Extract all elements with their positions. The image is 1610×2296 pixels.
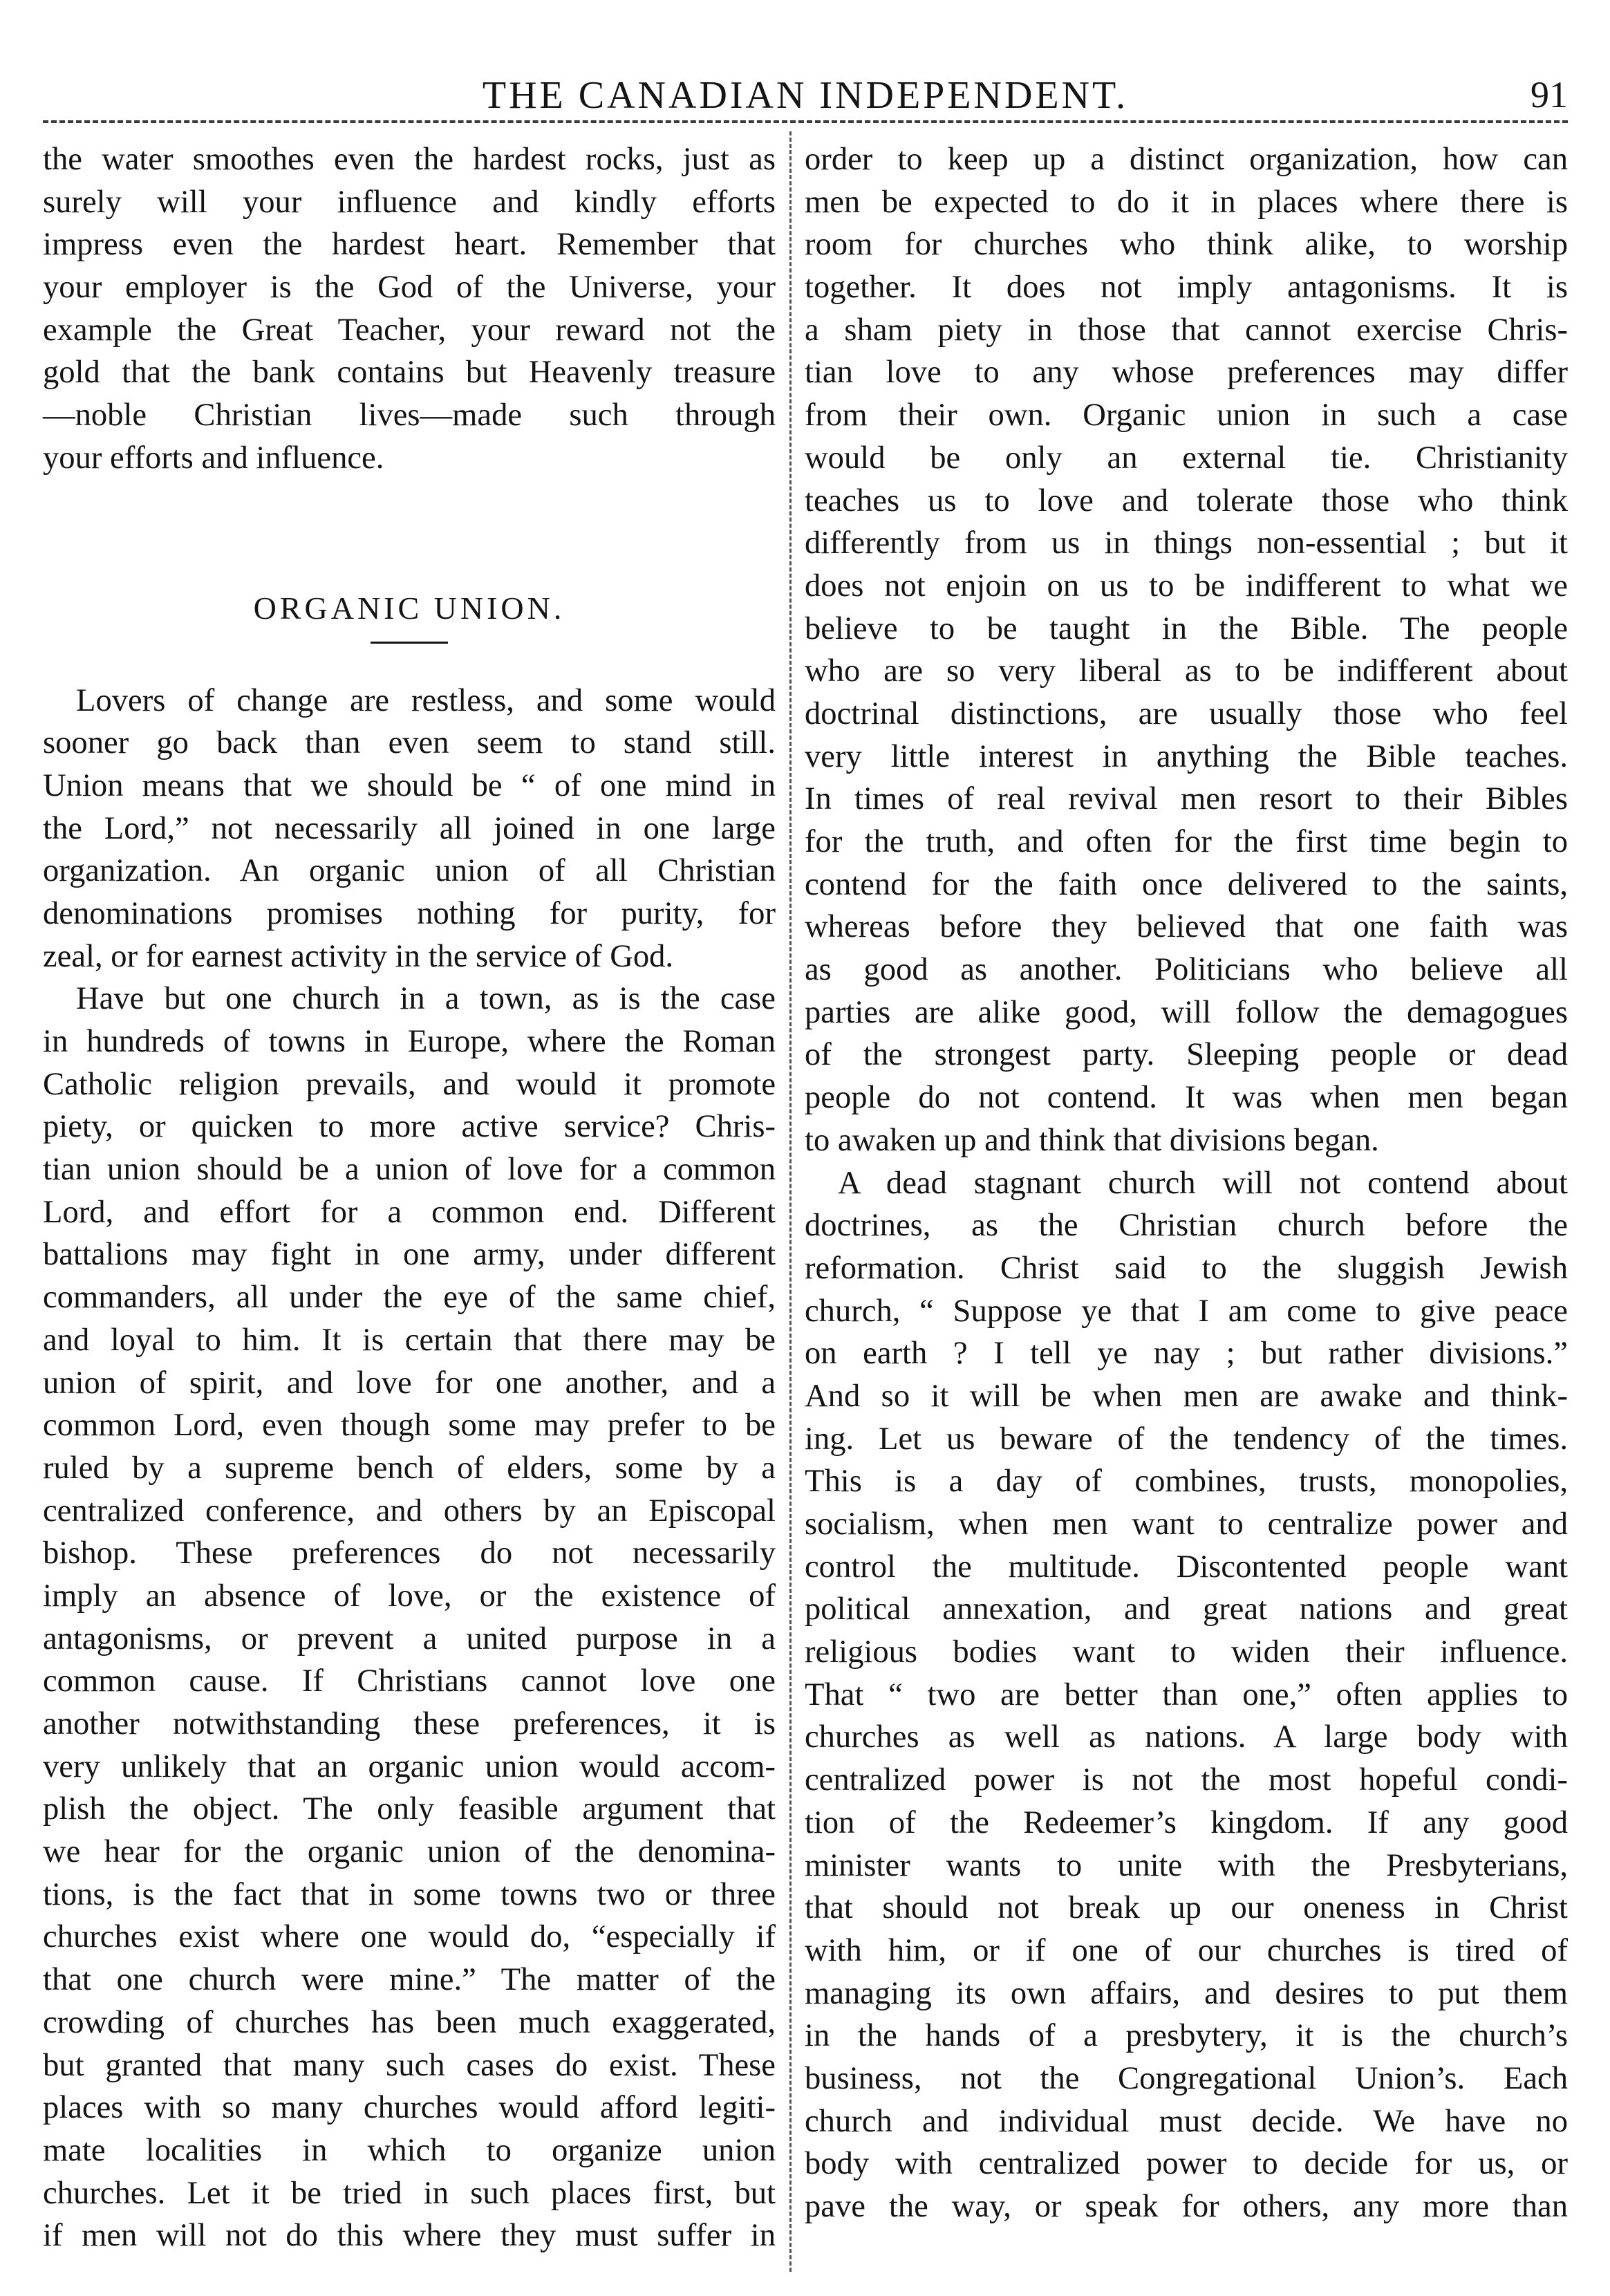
paragraph bbox=[805, 1162, 1568, 2228]
text-line: tions, is the fact that in some towns two or three bbox=[43, 1876, 776, 1912]
text-line: would be only an external tie. Christianity bbox=[805, 439, 1568, 476]
text-line: church, “ Suppose ye that I am come to give peace bbox=[805, 1292, 1568, 1329]
text-line: that one church were mine.” The matter of the bbox=[43, 1961, 776, 1998]
text-line: parties are alike good, will follow the demagogues bbox=[805, 993, 1568, 1030]
text-line: piety, or quicken to more active service? Chris- bbox=[43, 1108, 776, 1145]
text-line: churches exist where one would do, “especially if bbox=[43, 1919, 776, 1955]
text-line: In times of real revival men resort to their Bibles bbox=[805, 781, 1568, 817]
text-line: organization. An organic union of all Christian bbox=[43, 852, 776, 889]
text-line: That “ two are better than one,” often applies to bbox=[805, 1676, 1568, 1712]
text-line: tian love to any whose preferences may differ bbox=[805, 354, 1568, 391]
text-line: very unlikely that an organic union would accom- bbox=[43, 1748, 776, 1784]
text-line: places with so many churches would afford legiti- bbox=[43, 2089, 776, 2126]
text-line: gold that the bank contains but Heavenly treasure bbox=[43, 354, 776, 391]
left-column bbox=[43, 138, 776, 2257]
text-line: common Lord, even though some may prefer to be bbox=[43, 1407, 776, 1444]
text-line: ing. Let us beware of the tendency of the times. bbox=[805, 1420, 1568, 1457]
text-line: Union means that we should be “ of one mind in bbox=[43, 767, 776, 803]
text-line: managing its own affairs, and desires to put them bbox=[805, 1975, 1568, 2011]
text-line: as good as another. Politicians who believe all bbox=[805, 951, 1568, 988]
text-line: commanders, all under the eye of the same chief, bbox=[43, 1279, 776, 1316]
text-line: contend for the faith once delivered to the saints, bbox=[805, 866, 1568, 902]
right-column bbox=[805, 138, 1568, 2228]
text-line: political annexation, and great nations and great bbox=[805, 1591, 1568, 1627]
text-line: —noble Christian lives—made such through bbox=[43, 397, 776, 433]
text-line: with him, or if one of our churches is tired of bbox=[805, 1932, 1568, 1968]
text-line: body with centralized power to decide for us, or bbox=[805, 2145, 1568, 2182]
text-line: men be expected to do it in places where there is bbox=[805, 183, 1568, 220]
text-line: very little interest in anything the Bible teaches. bbox=[805, 738, 1568, 774]
text-line: doctrines, as the Christian church before the bbox=[805, 1207, 1568, 1244]
text-line: centralized power is not the most hopeful condi- bbox=[805, 1762, 1568, 1798]
text-line: your efforts and influence. bbox=[43, 439, 384, 476]
text-line: plish the object. The only feasible argument that bbox=[43, 1791, 776, 1827]
text-line: socialism, when men want to centralize power and bbox=[805, 1506, 1568, 1542]
text-line: battalions may fight in one army, under different bbox=[43, 1236, 776, 1273]
text-line: on earth ? I tell ye nay ; but rather divisions.” bbox=[805, 1335, 1568, 1372]
paragraph bbox=[43, 680, 776, 978]
text-line: does not enjoin on us to be indifferent to what we bbox=[805, 567, 1568, 604]
text-line: A dead stagnant church will not contend about bbox=[838, 1164, 1568, 1201]
text-line: differently from us in things non-essential ; but it bbox=[805, 525, 1568, 561]
text-line: in the hands of a presbytery, it is the church’s bbox=[805, 2017, 1568, 2054]
text-line: denominations promises nothing for purity, for bbox=[43, 895, 776, 931]
text-line: the Lord,” not necessarily all joined in one large bbox=[43, 810, 776, 846]
text-line: And so it will be when men are awake and think- bbox=[805, 1377, 1568, 1414]
text-line: religious bodies want to widen their influence. bbox=[805, 1634, 1568, 1670]
text-line: crowding of churches has been much exaggerated, bbox=[43, 2004, 776, 2040]
text-line: a sham piety in those that cannot exercise Chris- bbox=[805, 311, 1568, 348]
text-line: doctrinal distinctions, are usually those who feel bbox=[805, 695, 1568, 731]
text-line: we hear for the organic union of the denomina- bbox=[43, 1833, 776, 1870]
column-divider bbox=[789, 131, 792, 2272]
paragraph bbox=[43, 978, 776, 2257]
text-line: churches. Let it be tried in such places first, but bbox=[43, 2174, 776, 2211]
text-line: another notwithstanding these preferences, it is bbox=[43, 1706, 776, 1742]
text-line: business, not the Congregational Union’s. Each bbox=[805, 2060, 1568, 2096]
text-line: Have but one church in a town, as is the case bbox=[76, 980, 776, 1017]
text-line: pave the way, or speak for others, any more than bbox=[805, 2188, 1568, 2224]
text-line: Catholic religion prevails, and would it promote bbox=[43, 1065, 776, 1102]
text-line: together. It does not imply antagonisms. It is bbox=[805, 269, 1568, 306]
text-line: reformation. Christ said to the sluggish Jewish bbox=[805, 1249, 1568, 1286]
text-line: and loyal to him. It is certain that there may be bbox=[43, 1321, 776, 1358]
text-line: Lovers of change are restless, and some would bbox=[76, 682, 776, 718]
section-title: ORGANIC UNION. bbox=[253, 590, 565, 626]
text-line: of the strongest party. Sleeping people or dead bbox=[805, 1036, 1568, 1073]
text-line: that should not break up our oneness in Christ bbox=[805, 1889, 1568, 1926]
text-line: order to keep up a distinct organization, how can bbox=[805, 141, 1568, 177]
text-line: union of spirit, and love for one another, and a bbox=[43, 1364, 776, 1401]
text-line: teaches us to love and tolerate those who think bbox=[805, 482, 1568, 519]
text-line: room for churches who think alike, to worship bbox=[805, 226, 1568, 263]
text-line: believe to be taught in the Bible. The people bbox=[805, 610, 1568, 646]
text-line: mate localities in which to organize union bbox=[43, 2131, 776, 2168]
header-rule bbox=[43, 120, 1568, 123]
text-line: control the multitude. Discontented people want bbox=[805, 1548, 1568, 1585]
text-line: the water smoothes even the hardest rocks, just as bbox=[43, 141, 776, 177]
page-number: 91 bbox=[1531, 74, 1568, 115]
text-line: Lord, and effort for a common end. Different bbox=[43, 1193, 776, 1230]
text-line: church and individual must decide. We have no bbox=[805, 2102, 1568, 2139]
text-line: who are so very liberal as to be indifferent about bbox=[805, 653, 1568, 689]
text-line: imply an absence of love, or the existence of bbox=[43, 1577, 776, 1614]
text-line: from their own. Organic union in such a case bbox=[805, 397, 1568, 433]
text-line: if men will not do this where they must suffer in bbox=[43, 2217, 776, 2254]
text-line: but granted that many such cases do exist. These bbox=[43, 2046, 776, 2083]
text-line: in hundreds of towns in Europe, where the Roman bbox=[43, 1023, 776, 1059]
text-line: centralized conference, and others by an Episcopal bbox=[43, 1492, 776, 1529]
paragraph bbox=[805, 138, 1568, 1162]
text-line: impress even the hardest heart. Remember that bbox=[43, 226, 776, 263]
text-line: tian union should be a union of love for a common bbox=[43, 1151, 776, 1188]
text-line: whereas before they believed that one faith was bbox=[805, 908, 1568, 945]
text-line: zeal, or for earnest activity in the service of God. bbox=[43, 937, 674, 974]
text-line: minister wants to unite with the Presbyterians, bbox=[805, 1847, 1568, 1883]
text-line: bishop. These preferences do not necessarily bbox=[43, 1535, 776, 1571]
text-line: people do not contend. It was when men began bbox=[805, 1079, 1568, 1116]
running-title: THE CANADIAN INDEPENDENT. bbox=[482, 74, 1129, 117]
page-header bbox=[43, 68, 1568, 123]
text-line: for the truth, and often for the first time begin to bbox=[805, 823, 1568, 859]
text-line: your employer is the God of the Universe, your bbox=[43, 269, 776, 306]
text-line: surely will your influence and kindly efforts bbox=[43, 183, 776, 220]
text-line: ruled by a supreme bench of elders, some by a bbox=[43, 1449, 776, 1486]
text-line: This is a day of combines, trusts, monopolies, bbox=[805, 1463, 1568, 1500]
text-line: common cause. If Christians cannot love one bbox=[43, 1663, 776, 1699]
text-line: antagonisms, or prevent a united purpose in a bbox=[43, 1620, 776, 1656]
intro-paragraph bbox=[43, 138, 776, 480]
text-line: tion of the Redeemer’s kingdom. If any good bbox=[805, 1804, 1568, 1840]
text-line: example the Great Teacher, your reward not the bbox=[43, 311, 776, 348]
text-line: churches as well as nations. A large body with bbox=[805, 1719, 1568, 1755]
text-line: sooner go back than even seem to stand still. bbox=[43, 725, 776, 761]
text-line: to awaken up and think that divisions began. bbox=[805, 1121, 1379, 1158]
